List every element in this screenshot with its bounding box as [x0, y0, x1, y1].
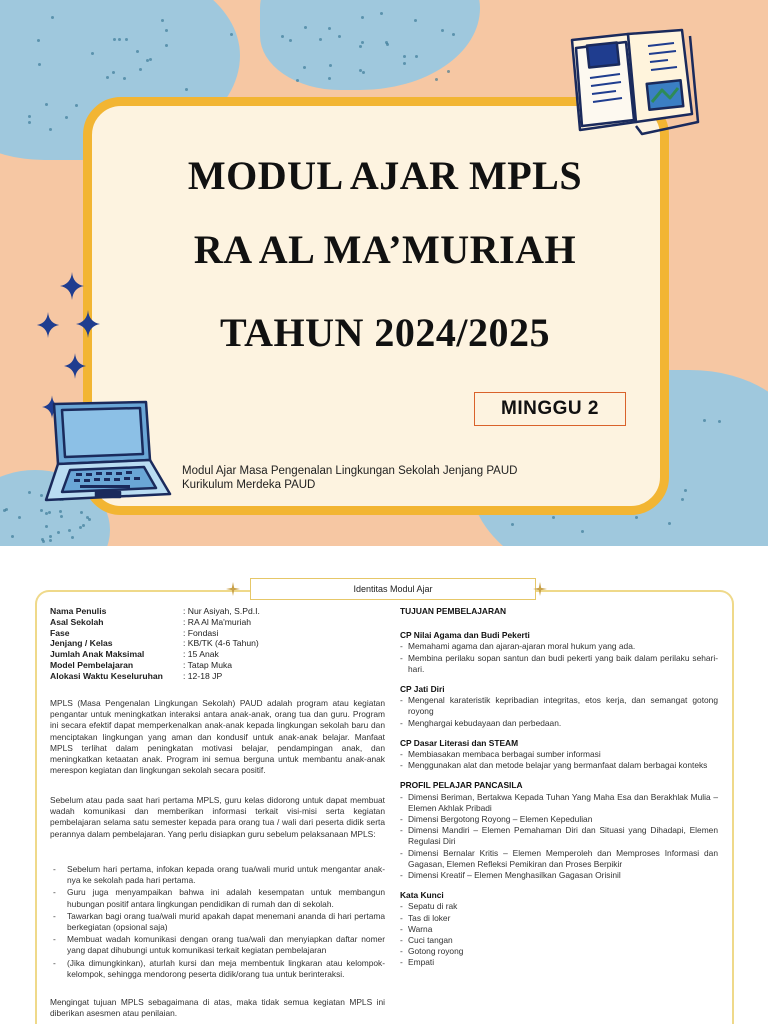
decor-speck [185, 88, 188, 91]
identity-value: : RA Al Ma'muriah [183, 616, 252, 627]
cover-title-line2: RA AL MA’MURIAH [193, 227, 577, 272]
decor-speck [51, 16, 54, 19]
identity-row [50, 606, 343, 617]
decor-speck [65, 116, 68, 119]
section-heading: CP Dasar Literasi dan STEAM [400, 737, 519, 748]
decor-speck [319, 38, 322, 41]
decor-speck [71, 536, 74, 539]
list-item: - Dimensi Kreatif – Elemen Menghasilkan Gagasan Orisinil [400, 870, 718, 881]
identity-label: Jumlah Anak Maksimal [50, 649, 145, 660]
sparkle-icon [36, 312, 60, 338]
decor-speck [59, 510, 62, 513]
list-item: - Mengenal karateristik kepribadian integritas, etos kerja, dan semangat gotong royong [400, 695, 718, 717]
identity-value: : 12-18 JP [183, 670, 223, 681]
profil-pelajar-section [400, 780, 718, 881]
decor-speck [37, 39, 40, 42]
identity-label: Model Pembelajaran [50, 659, 134, 670]
decor-speck [136, 50, 139, 53]
decor-speck [328, 77, 331, 80]
preparation-intro-paragraph: Sebelum atau pada saat hari pertama MPLS, guru kelas didorong untuk dapat membuat wadah komunikasi dan memberikan informasi terkait visi-misi serta kegiatan pembelajaran selama satu semester kepada para orang tua / wali dari peserta didik serta perannya dalam pembelajaran. Yang perlu disiapkan guru sebelum pelaksanaan MPLS: [50, 795, 385, 839]
list-item: - Membuat wadah komunikasi dengan orang tua/wali dan menyiapkan daftar nomer yang dapat dihubungi untuk komunikasi terkait kegiatan pembelajaran [50, 934, 385, 956]
identity-row [50, 617, 343, 628]
decor-speck [40, 509, 43, 512]
decor-speck [415, 55, 418, 58]
decor-speck [441, 29, 444, 32]
decor-speck [447, 70, 450, 73]
decor-speck [303, 66, 306, 69]
list-item: - Sebelum hari pertama, infokan kepada orang tua/wali murid untuk mengantar anak-nya ke sekolah pada hari pertama. [50, 864, 385, 886]
cover-subtitle-line2: Kurikulum Merdeka PAUD [182, 479, 316, 491]
identity-row [50, 638, 343, 649]
decor-speck [328, 27, 331, 30]
decor-speck [230, 33, 233, 36]
list-item: - Memahami agama dan ajaran-ajaran moral hukum yang ada. [400, 641, 718, 652]
decor-speck [435, 78, 438, 81]
star-icon [226, 582, 240, 596]
open-book-illustration [564, 26, 704, 138]
decor-speck [165, 44, 168, 47]
preparation-list [50, 864, 385, 981]
decor-speck [60, 515, 63, 518]
decor-speck [414, 19, 417, 22]
identity-label: Alokasi Waktu Keseluruhan [50, 670, 163, 681]
list-item: - Dimensi Bergotong Royong – Elemen Kepedulian [400, 814, 718, 825]
decor-speck [112, 71, 115, 74]
list-item: - Tawarkan bagi orang tua/wali murid apakah dapat menemani ananda di hari pertama berkegiatan (opsional saja) [50, 911, 385, 933]
sparkle-icon [60, 272, 84, 300]
decor-speck [165, 29, 168, 32]
list-item: - Membina perilaku sopan santun dan budi pekerti yang baik dalam perilaku sehari-hari. [400, 653, 718, 675]
list-item: - Dimensi Beriman, Bertakwa Kepada Tuhan Yang Maha Esa dan Berakhlak Mulia – Elemen Akhlak Pribadi [400, 792, 718, 814]
list-item: - Gotong royong [400, 946, 718, 957]
cover-title-line1: MODUL AJAR MPLS [187, 153, 583, 198]
list-item: - Empati [400, 957, 718, 968]
decor-speck [80, 511, 83, 514]
section-heading: Kata Kunci [400, 890, 444, 901]
decor-speck [289, 39, 292, 42]
decor-speck [681, 498, 684, 501]
section-heading: CP Nilai Agama dan Budi Pekerti [400, 630, 530, 641]
decor-speck [91, 52, 94, 55]
decor-speck [68, 529, 71, 532]
assessment-note-paragraph: Mengingat tujuan MPLS sebagaimana di atas, maka tidak semua kegiatan MPLS ini diberikan asesmen atau penilaian. [50, 997, 385, 1019]
identity-value: : Tatap Muka [183, 659, 233, 670]
identity-label: Jenjang / Kelas [50, 638, 113, 649]
cp-literasi-section [400, 738, 718, 772]
identity-row [50, 628, 343, 639]
laptop-illustration [40, 398, 172, 504]
list-item: - Warna [400, 924, 718, 935]
list-item: - Sepatu di rak [400, 901, 718, 912]
decor-speck [452, 33, 455, 36]
list-item: - Menghargai kebudayaan dan perbedaan. [400, 718, 718, 729]
decor-speck [113, 38, 116, 41]
list-item: - Cuci tangan [400, 935, 718, 946]
identity-label: Nama Penulis [50, 606, 107, 616]
list-item: - Dimensi Bernalar Kritis – Elemen Memperoleh dan Memproses Informasi dan Gagasan, Elemen Refleksi Pemikiran dan Proses Berpikir [400, 848, 718, 870]
decor-speck [49, 535, 52, 538]
decor-blob [260, 0, 480, 90]
list-item: - Dimensi Mandiri – Elemen Pemahaman Diri dan Situasi yang Dihadapi, Elemen Regulasi Diri [400, 825, 718, 847]
decor-speck [386, 43, 389, 46]
identity-value: : Fondasi [183, 627, 219, 638]
list-item: - Tas di loker [400, 913, 718, 924]
cover-title-line3: TAHUN 2024/2025 [219, 310, 551, 355]
decor-speck [45, 525, 48, 528]
mpls-description-paragraph: MPLS (Masa Pengenalan Lingkungan Sekolah) PAUD adalah program atau kegiatan pengantar untuk meningkatkan interaksi antara anak-anak, orang tua dan guru. Program ini secara efektif dapat memperkenalkan anak-anak kepada lingkungan sekolah baru dan menciptakan lingkungan yang aman dan kondusif untuk anak-anak belajar. Manfaat MPLS terlihat dalam peningkatan motivasi belajar, pendampingan anak, dan meningkatkan ketaatan anak. Program ini semua berguna untuk membantu anak-anak merespon kegiatan dan lingkungan sekolah secara positif. [50, 698, 385, 776]
decor-speck [149, 58, 152, 61]
list-item: - Guru juga menyampaikan bahwa ini adalah kesempatan untuk membangun hubungan positif antara lingkungan pendidikan di rumah dan di sekolah. [50, 887, 385, 909]
identity-value: : Nur Asiyah, S.Pd.I. [183, 606, 260, 616]
list-item: - Membiasakan membaca berbagai sumber informasi [400, 749, 718, 760]
sparkle-icon [76, 310, 100, 338]
list-item: - (Jika dimungkinkan), aturlah kursi dan meja membentuk lingkaran atau kelompok-kelompok, sehingga mendorong peserta didik/orang tua untuk berinteraksi. [50, 958, 385, 980]
identity-label: Asal Sekolah [50, 616, 104, 627]
decor-speck [403, 55, 406, 58]
cp-agama-section [400, 630, 718, 675]
decor-speck [380, 12, 383, 15]
cp-jati-diri-section [400, 684, 718, 729]
module-identity-banner: Identitas Modul Ajar [250, 578, 536, 600]
section-heading: PROFIL PELAJAR PANCASILA [400, 780, 523, 791]
decor-speck [82, 524, 85, 527]
identity-row [50, 649, 343, 660]
decor-speck [359, 45, 362, 48]
section-heading: CP Jati Diri [400, 684, 445, 695]
decor-speck [125, 38, 128, 41]
learning-objectives-column [400, 606, 718, 978]
decor-speck [361, 41, 364, 44]
sparkle-icon [64, 352, 86, 380]
identity-row [50, 660, 343, 671]
identity-value: : 15 Anak [183, 649, 219, 660]
decor-speck [329, 64, 332, 67]
cover-subtitle-line1: Modul Ajar Masa Pengenalan Lingkungan Sekolah Jenjang PAUD [182, 465, 518, 477]
week-badge: MINGGU 2 [474, 392, 626, 426]
list-item: - Menggunakan alat dan metode belajar yang bermanfaat dalam berbagai konteks [400, 760, 718, 771]
star-icon [533, 582, 547, 596]
identity-row [50, 671, 343, 682]
identity-value: : KB/TK (4-6 Tahun) [183, 638, 259, 649]
decor-speck [11, 535, 14, 538]
keywords-section [400, 890, 718, 968]
identity-table [50, 606, 343, 682]
decor-speck [42, 540, 45, 543]
identity-label: Fase [50, 627, 70, 638]
section-heading: TUJUAN PEMBELAJARAN [400, 606, 507, 616]
